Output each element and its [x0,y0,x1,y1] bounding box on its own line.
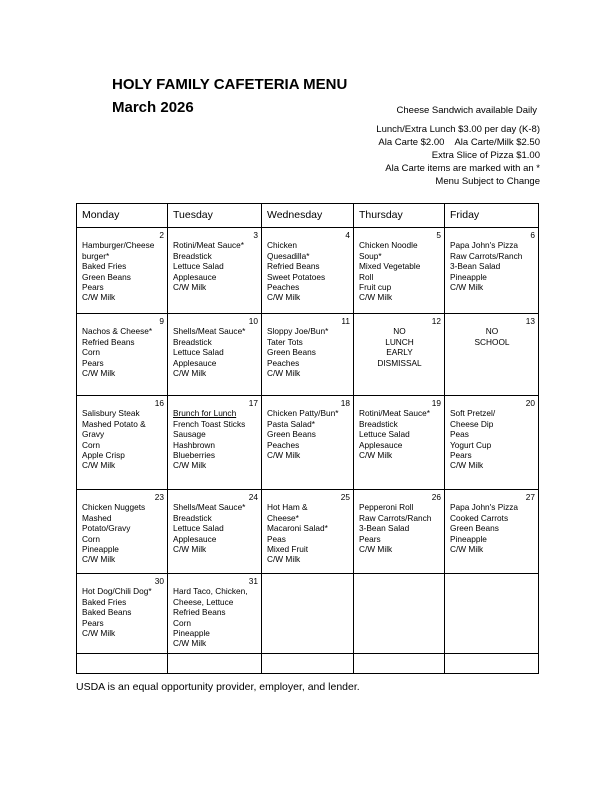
menu-item: EARLY [386,347,413,358]
menu-item: Blueberries [173,450,215,461]
menu-item: Chicken [267,240,297,251]
menu-item: Baked Beans [82,607,132,618]
menu-item: Papa John's Pizza [450,502,518,513]
menu-item: Papa John's Pizza [450,240,518,251]
day-number: 17 [248,398,258,408]
week-row [77,490,539,574]
menu-item: C/W Milk [450,282,484,293]
day-number: 26 [431,492,441,502]
menu-item: Refried Beans [82,336,135,347]
menu-item: Peas [450,429,469,440]
week-row [77,574,539,654]
day-cell [77,314,168,396]
day-number: 16 [154,398,164,408]
menu-item: Pasta Salad* [267,418,315,429]
day-cell [354,228,445,314]
menu-item: C/W Milk [173,460,207,471]
weekday-header: Monday [77,204,168,228]
menu-item: Raw Carrots/Ranch [359,512,432,523]
menu-item: Lettuce Salad [173,261,224,272]
menu-item: C/W Milk [82,554,116,565]
menu-item: Green Beans [450,523,499,534]
menu-item: Green Beans [267,429,316,440]
menu-item: Macaroni Salad* [267,523,328,534]
note-subject-to-change: Menu Subject to Change [435,176,540,187]
menu-item: Lettuce Salad [173,347,224,358]
week-row [77,314,539,396]
day-cell [168,396,262,490]
menu-item: SCHOOL [474,336,510,347]
menu-item: Hashbrown [173,439,215,450]
menu-item: Potato/Gravy [82,523,131,534]
menu-item: Pears [82,617,104,628]
weekday-header: Tuesday [168,204,262,228]
menu-item: Baked Fries [82,261,127,272]
menu-item: Lettuce Salad [359,429,410,440]
menu-item: C/W Milk [82,628,116,639]
day-number: 10 [248,316,258,326]
menu-item: Applesauce [173,357,217,368]
day-number: 30 [154,576,164,586]
day-cell [168,490,262,574]
menu-item: C/W Milk [82,460,116,471]
day-cell [445,314,539,396]
menu-item: Peas [267,533,286,544]
menu-item: Fruit cup [359,282,392,293]
menu-item: Pears [82,282,104,293]
day-cell [168,574,262,654]
menu-item: NO [485,326,499,337]
menu-item: Pineapple [82,544,119,555]
menu-item: Mixed Vegetable [359,261,421,272]
menu-item: C/W Milk [173,368,207,379]
menu-item: Pineapple [450,533,487,544]
menu-item: Hard Taco, Chicken, [173,586,248,597]
day-number: 23 [154,492,164,502]
day-cell [354,574,445,654]
weekday-header: Wednesday [262,204,354,228]
menu-item: Raw Carrots/Ranch [450,250,523,261]
menu-title: HOLY FAMILY CAFETERIA MENU [112,76,348,93]
menu-item: Quesadilla* [267,250,310,261]
empty-cell [77,654,168,674]
week-row [77,228,539,314]
menu-item: French Toast Sticks [173,418,246,429]
menu-item: Sloppy Joe/Bun* [267,326,329,337]
day-cell [262,314,354,396]
menu-item: Hamburger/Cheese [82,240,155,251]
menu-item: Cheese Dip [450,418,494,429]
day-number: 11 [341,316,350,326]
menu-item: Peaches [267,357,300,368]
menu-item: C/W Milk [82,292,116,303]
day-number: 9 [159,316,164,326]
menu-month: March 2026 [112,99,194,116]
day-number: 4 [345,230,350,240]
menu-item: Brunch for Lunch [173,408,237,419]
day-cell [262,396,354,490]
day-number: 2 [159,230,164,240]
menu-item: Chicken Nuggets [82,502,146,513]
note-ala-carte-marker: Ala Carte items are marked with an * [385,163,540,174]
day-cell [354,314,445,396]
menu-item: Hot Ham & [267,502,308,513]
day-number: 19 [431,398,441,408]
menu-calendar [76,203,539,674]
day-number: 27 [525,492,535,502]
menu-item: Apple Crisp [82,450,125,461]
menu-item: Yogurt Cup [450,439,492,450]
day-cell [354,490,445,574]
menu-item: 3-Bean Salad [450,261,501,272]
menu-item: Green Beans [267,347,316,358]
day-cell [262,228,354,314]
day-cell [168,314,262,396]
menu-item: LUNCH [385,336,414,347]
menu-item: C/W Milk [173,638,207,649]
empty-cell [168,654,262,674]
day-number: 5 [436,230,441,240]
menu-item: Pears [450,450,472,461]
menu-item: Shells/Meat Sauce* [173,326,246,337]
day-number: 24 [248,492,258,502]
day-number: 31 [248,576,258,586]
menu-item: Rotini/Meat Sauce* [359,408,431,419]
menu-item: C/W Milk [173,544,207,555]
note-ala-carte-price: Ala Carte $2.00 Ala Carte/Milk $2.50 [378,137,540,148]
menu-item: Sweet Potatoes [267,271,326,282]
menu-item: Breadstick [173,336,212,347]
menu-item: burger* [82,250,110,261]
menu-item: Applesauce [359,439,403,450]
menu-item: C/W Milk [359,544,393,555]
note-extra-pizza: Extra Slice of Pizza $1.00 [431,150,540,161]
menu-item: Hot Dog/Chili Dog* [82,586,152,597]
menu-item: Cheese, Lettuce [173,596,234,607]
menu-item: Peaches [267,439,300,450]
menu-item: Soup* [359,250,382,261]
menu-item: Refried Beans [173,607,226,618]
menu-item: Peaches [267,282,300,293]
day-cell [354,396,445,490]
day-number: 25 [340,492,350,502]
day-number: 20 [525,398,535,408]
usda-statement: USDA is an equal opportunity provider, employer, and lender. [76,681,360,693]
menu-item: Lettuce Salad [173,523,224,534]
menu-item: DISMISSAL [377,357,422,368]
menu-item: Mixed Fruit [267,544,309,555]
menu-item: C/W Milk [450,544,484,555]
day-cell [77,574,168,654]
weekday-header: Thursday [354,204,445,228]
menu-item: Applesauce [173,271,217,282]
menu-item: Rotini/Meat Sauce* [173,240,245,251]
day-cell [445,574,539,654]
menu-item: Green Beans [82,271,131,282]
menu-item: Refried Beans [267,261,320,272]
menu-item: Corn [82,533,100,544]
menu-item: C/W Milk [267,292,301,303]
day-cell [77,490,168,574]
day-cell [262,490,354,574]
menu-item: Tater Tots [267,336,303,347]
menu-item: Pepperoni Roll [359,502,414,513]
menu-item: Cheese* [267,512,299,523]
menu-item: Roll [359,271,374,282]
menu-item: Chicken Noodle [359,240,418,251]
day-cell [77,396,168,490]
menu-item: Corn [82,347,100,358]
menu-item: Salisbury Steak [82,408,140,419]
empty-cell [262,654,354,674]
day-cell [168,228,262,314]
menu-item: Shells/Meat Sauce* [173,502,246,513]
menu-item: Sausage [173,429,206,440]
day-number: 6 [530,230,535,240]
menu-item: Pineapple [450,271,487,282]
menu-item: Soft Pretzel/ [450,408,496,419]
menu-item: C/W Milk [450,460,484,471]
empty-cell [445,654,539,674]
weekday-header: Friday [445,204,539,228]
note-cheese-sandwich: Cheese Sandwich available Daily [396,105,537,116]
menu-item: C/W Milk [267,554,301,565]
weekday-header-row [77,204,539,228]
empty-cell [354,654,445,674]
menu-item: Corn [173,617,191,628]
menu-item: C/W Milk [267,368,301,379]
menu-item: C/W Milk [173,282,207,293]
menu-item: Breadstick [173,512,212,523]
day-number: 12 [431,316,441,326]
menu-item: Gravy [82,429,105,440]
menu-item: C/W Milk [82,368,116,379]
day-cell [262,574,354,654]
day-cell [445,228,539,314]
menu-item: Mashed [82,512,112,523]
menu-item: C/W Milk [359,292,393,303]
menu-item: C/W Milk [267,450,301,461]
week-row [77,396,539,490]
note-lunch-price: Lunch/Extra Lunch $3.00 per day (K-8) [376,124,540,135]
empty-row [77,654,539,674]
day-cell [445,396,539,490]
menu-item: Pears [82,357,104,368]
menu-item: Applesauce [173,533,217,544]
menu-item: Pineapple [173,628,210,639]
menu-item: Nachos & Cheese* [82,326,153,337]
menu-item: Breadstick [359,418,398,429]
day-number: 18 [340,398,350,408]
menu-item: C/W Milk [359,450,393,461]
menu-item: Breadstick [173,250,212,261]
day-number: 13 [525,316,535,326]
day-cell [77,228,168,314]
menu-item: Baked Fries [82,596,127,607]
menu-item: Corn [82,439,100,450]
menu-item: Chicken Patty/Bun* [267,408,339,419]
day-number: 3 [253,230,258,240]
menu-item: Pears [359,533,381,544]
menu-item: Cooked Carrots [450,512,509,523]
day-cell [445,490,539,574]
menu-item: NO [393,326,406,337]
menu-item: Mashed Potato & [82,418,146,429]
menu-item: 3-Bean Salad [359,523,410,534]
